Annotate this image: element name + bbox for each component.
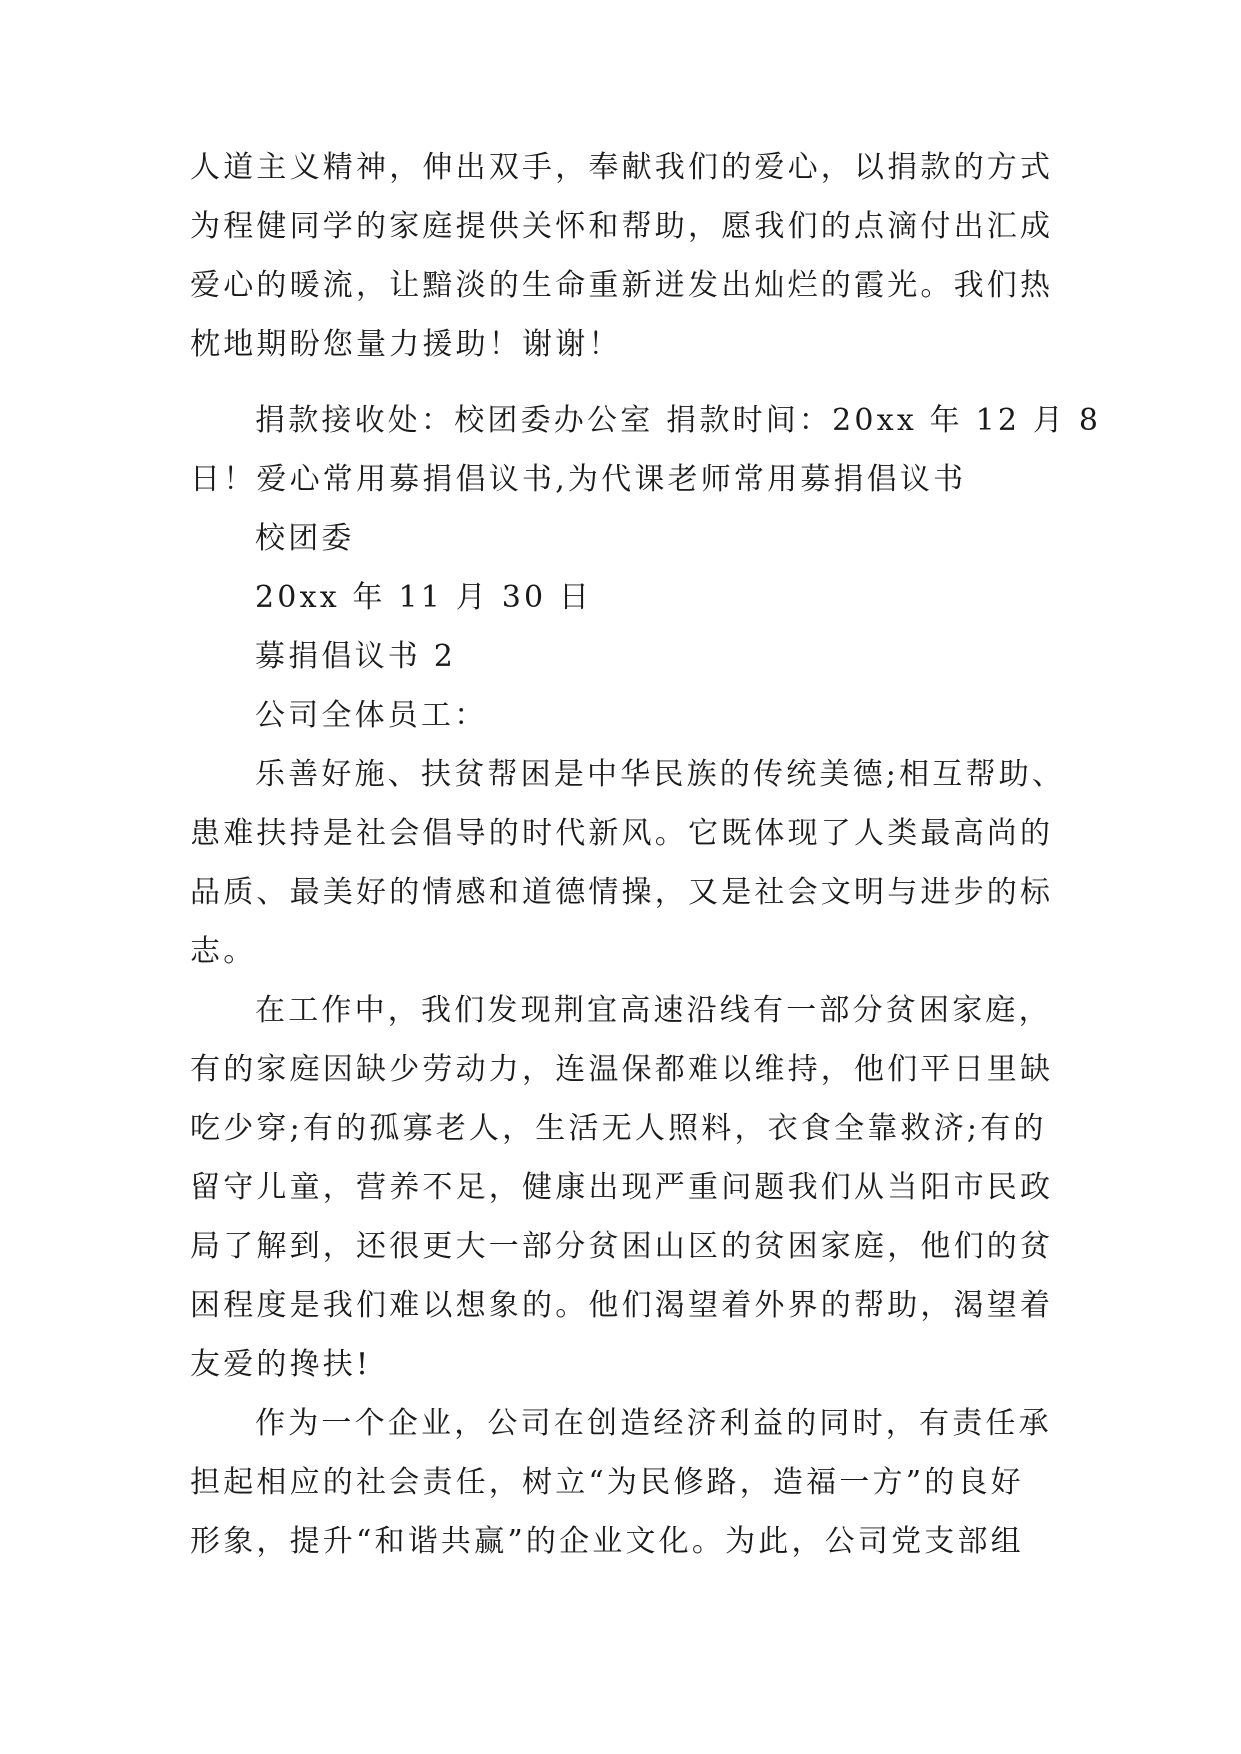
paragraph-line: 人道主义精神，伸出双手，奉献我们的爱心，以捐款的方式 (190, 150, 1054, 185)
paragraph-line: 捐款接收处：校团委办公室 捐款时间：20xx 年 12 月 8 (255, 403, 1102, 438)
paragraph-line: 在工作中，我们发现荆宜高速沿线有一部分贫困家庭， (255, 993, 1052, 1028)
paragraph-line: 作为一个企业，公司在创造经济利益的同时，有责任承 (255, 1406, 1052, 1441)
paragraph-line: 吃少穿;有的孤寡老人，生活无人照料，衣食全靠救济;有的 (190, 1111, 1047, 1146)
section-title: 募捐倡议书 2 (255, 639, 457, 674)
paragraph-line: 患难扶持是社会倡导的时代新风。它既体现了人类最高尚的 (190, 816, 1054, 851)
paragraph-line: 品质、最美好的情感和道德情操，又是社会文明与进步的标 (190, 875, 1054, 910)
paragraph-line: 担起相应的社会责任，树立“为民修路，造福一方”的良好 (190, 1465, 1024, 1500)
signature-org: 校团委 (255, 521, 355, 556)
paragraph-line: 友爱的搀扶! (190, 1347, 372, 1382)
paragraph-line: 志。 (190, 934, 257, 969)
paragraph-line: 形象，提升“和谐共赢”的企业文化。为此，公司党支部组 (190, 1524, 1024, 1559)
paragraph-line: 留守儿童，营养不足，健康出现严重问题我们从当阳市民政 (190, 1170, 1054, 1205)
paragraph-line: 局了解到，还很更大一部分贫困山区的贫困家庭，他们的贫 (190, 1229, 1054, 1264)
paragraph-line: 为程健同学的家庭提供关怀和帮助，愿我们的点滴付出汇成 (190, 209, 1054, 244)
paragraph-line: 乐善好施、扶贫帮困是中华民族的传统美德;相互帮助、 (255, 757, 1066, 792)
paragraph-line: 有的家庭因缺少劳动力，连温保都难以维持，他们平日里缺 (190, 1052, 1054, 1087)
paragraph-line: 困程度是我们难以想象的。他们渴望着外界的帮助，渴望着 (190, 1288, 1054, 1323)
paragraph-line: 枕地期盼您量力援助！谢谢！ (190, 327, 622, 362)
salutation: 公司全体员工： (255, 698, 488, 733)
paragraph-line: 爱心的暖流，让黯淡的生命重新迸发出灿烂的霞光。我们热 (190, 268, 1054, 303)
paragraph-line: 日！爱心常用募捐倡议书,为代课老师常用募捐倡议书 (190, 462, 967, 497)
signature-date: 20xx 年 11 月 30 日 (255, 580, 593, 615)
